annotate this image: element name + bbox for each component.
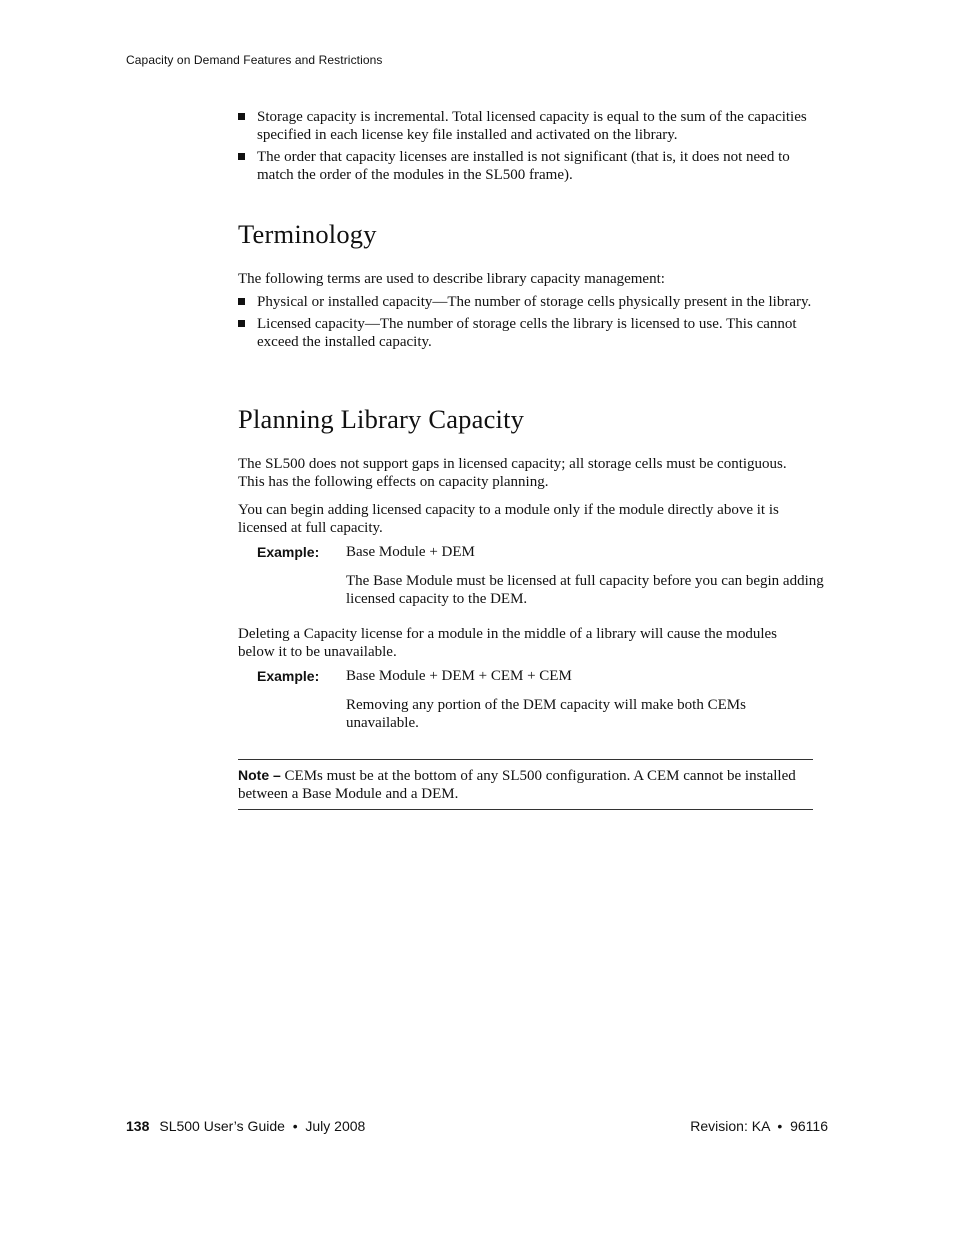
example-block-2 [257, 667, 830, 732]
planning-para-2: You can begin adding licensed capacity to a module only if the module directly above it is licensed at full capacity. [238, 502, 779, 536]
example-body [346, 667, 830, 732]
page-number: 138 [126, 1118, 150, 1134]
note-label: Note – [238, 767, 281, 783]
planning-para-1: The SL500 does not support gaps in licensed capacity; all storage cells must be contiguous. This has the following effects on capacity planning. [238, 456, 787, 490]
footer-right: Revision: KA • 96116 [690, 1118, 828, 1134]
example-label: Example: [257, 544, 320, 560]
terminology-intro: The following terms are used to describe library capacity management: [238, 271, 665, 287]
list-item: The order that capacity licenses are installed is not significant (that is, it does not need to match the order of the modules in the SL500 frame). [238, 148, 813, 184]
square-bullet-icon [238, 320, 245, 327]
example-config: Base Module + DEM + CEM + CEM [346, 668, 572, 684]
example-block-1 [257, 543, 830, 608]
planning-para-3: Deleting a Capacity license for a module in the middle of a library will cause the modules below it to be unavailable. [238, 626, 777, 660]
square-bullet-icon [238, 153, 245, 160]
example-detail: The Base Module must be licensed at full capacity before you can begin adding licensed capacity to the DEM. [346, 573, 824, 607]
example-config: Base Module + DEM [346, 544, 475, 560]
list-item: Physical or installed capacity—The number of storage cells physically present in the library. [238, 293, 830, 311]
terminology-bullet-list [238, 293, 830, 355]
section-title-terminology: Terminology [238, 219, 377, 249]
list-item: Licensed capacity—The number of storage cells the library is licensed to use. This cannot exceed the installed capacity. [238, 315, 830, 351]
footer-left [126, 1118, 365, 1134]
intro-bullet-list [238, 108, 813, 188]
square-bullet-icon [238, 298, 245, 305]
example-body [346, 543, 830, 608]
footer-doc-info: SL500 User’s Guide • July 2008 [159, 1118, 366, 1134]
section-title-planning: Planning Library Capacity [238, 404, 525, 434]
note-box [238, 759, 813, 810]
running-header: Capacity on Demand Features and Restrictions [126, 53, 383, 67]
example-label: Example: [257, 668, 320, 684]
list-item: Storage capacity is incremental. Total licensed capacity is equal to the sum of the capacities specified in each license key file installed and activated on the library. [238, 108, 813, 144]
note-text: CEMs must be at the bottom of any SL500 configuration. A CEM cannot be installed between a Base Module and a DEM. [238, 768, 796, 802]
example-detail: Removing any portion of the DEM capacity will make both CEMs unavailable. [346, 697, 746, 731]
square-bullet-icon [238, 113, 245, 120]
